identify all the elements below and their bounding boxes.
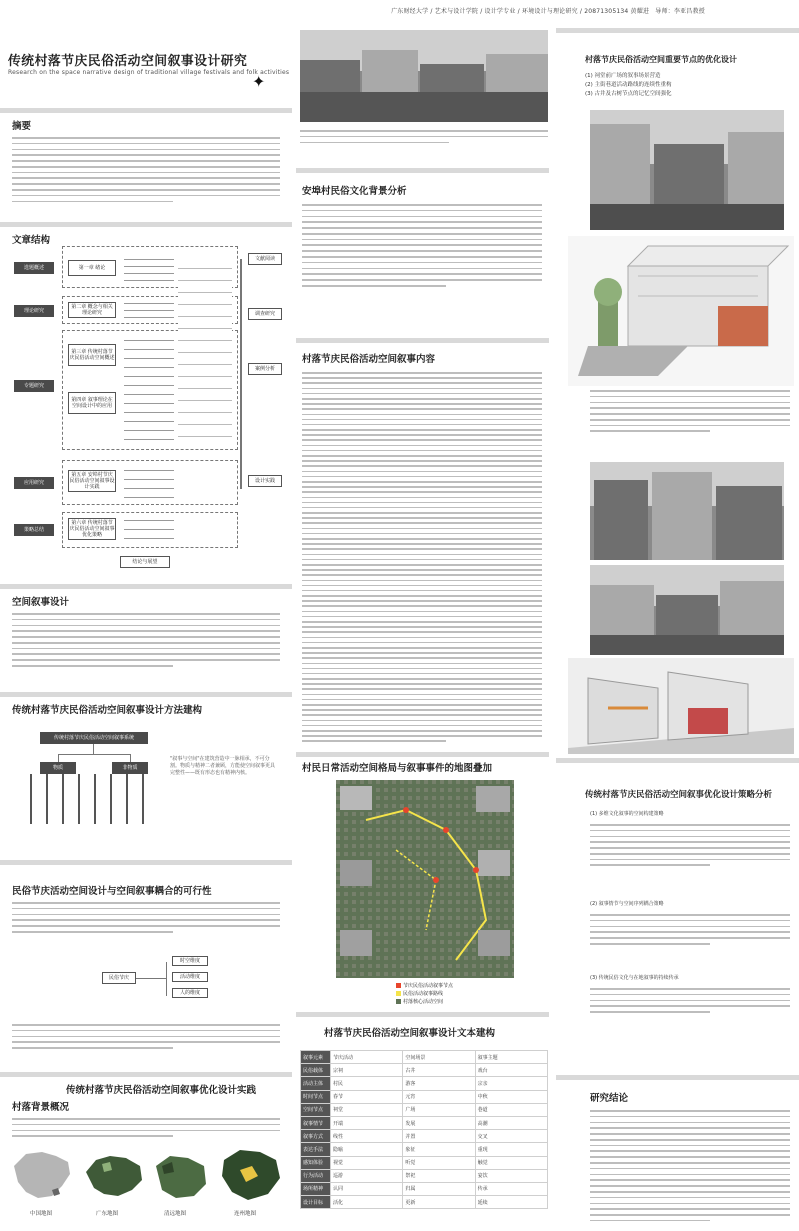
table-cell: 游客 — [403, 1077, 475, 1090]
strategy-item-3: (3) 传统民俗文化与在地叙事的持续传承 — [590, 975, 679, 981]
structure-heading: 文章结构 — [12, 235, 51, 246]
structure-chapter-5: 第五章 安埠村节庆民俗活动空间叙事设计实践 — [69, 472, 115, 490]
table-cell: 巷道 — [475, 1103, 547, 1116]
section-band — [0, 1072, 292, 1077]
qingyuan-map — [150, 1150, 212, 1204]
table-cell: 听觉 — [403, 1156, 475, 1169]
table-cell: 空间场景 — [403, 1051, 475, 1064]
table-cell: 并置 — [403, 1130, 475, 1143]
china-map — [8, 1146, 76, 1204]
structure-chapter-2: 第二章 概念与相关理论研究 — [68, 302, 116, 318]
structure-left-1: 选题概述 — [14, 262, 54, 274]
poster-title-en: Research on the space narrative design of traditional village festivals and folk activities — [8, 69, 290, 76]
legend-item-2: 民俗活动叙事路线 — [403, 991, 444, 997]
table-row — [301, 1103, 548, 1116]
method-branch-1: 物质 — [40, 762, 76, 774]
table-cell: 广场 — [403, 1103, 475, 1116]
legend-item-3: 村落核心活动空间 — [403, 999, 444, 1005]
strategy-text-1 — [590, 824, 790, 866]
section-band — [556, 758, 799, 763]
table-cell: 开端 — [331, 1116, 403, 1129]
section-band — [296, 752, 549, 757]
table-row-header: 空间节点 — [301, 1103, 331, 1116]
narrative-text-table — [300, 1050, 548, 1209]
strategy-item-2: (2) 叙事情节与空间序列耦合策略 — [590, 901, 664, 907]
table-cell: 巡游 — [331, 1169, 403, 1182]
spatial-text — [12, 613, 280, 667]
background-text — [12, 1118, 280, 1137]
table-cell: 认同 — [331, 1182, 403, 1195]
map-legend — [396, 982, 453, 1006]
culture-text — [302, 204, 542, 287]
section-band — [0, 692, 292, 697]
feasibility-text-2 — [12, 1024, 280, 1049]
street-rendering — [568, 658, 794, 754]
section-band — [0, 860, 292, 865]
section-band — [0, 222, 292, 227]
nodes-item-1: (1) 祠堂前广场的叙事场景营造 — [585, 73, 661, 79]
nodes-item-2: (2) 主街巷道活动路线的连续性重构 — [585, 82, 672, 88]
table-cell: 重现 — [475, 1143, 547, 1156]
coupling-item-1: 时空维度 — [172, 956, 208, 966]
legend-item-1: 节庆民俗活动叙事节点 — [403, 983, 454, 989]
content-heading: 村落节庆民俗活动空间叙事内容 — [302, 354, 436, 365]
table-cell: 元宵 — [403, 1090, 475, 1103]
structure-chapter-6: 第六章 传统村落节庆民俗活动空间叙事优化策略 — [69, 520, 115, 538]
sparkle-icon: ✦ — [252, 72, 266, 91]
table-cell: 宴饮 — [475, 1169, 547, 1182]
guangdong-map — [82, 1150, 146, 1204]
structure-subitems — [178, 262, 232, 442]
table-row-header: 时间节点 — [301, 1090, 331, 1103]
structure-subitems — [124, 336, 174, 444]
feasibility-heading: 民俗节庆活动空间设计与空间叙事耦合的可行性 — [12, 886, 212, 897]
node-rendering — [568, 236, 794, 386]
table-row — [301, 1090, 548, 1103]
structure-bottom: 结论与展望 — [120, 556, 170, 568]
map-label-4: 连州地图 — [234, 1211, 257, 1217]
spatial-heading: 空间叙事设计 — [12, 597, 70, 608]
section-band — [0, 584, 292, 589]
coupling-center: 民俗节庆 — [102, 972, 136, 984]
table-row-header: 活动主体 — [301, 1077, 331, 1090]
table-row — [301, 1143, 548, 1156]
structure-subitems — [124, 466, 174, 500]
table-cell: 视觉 — [331, 1156, 403, 1169]
conclusion-heading: 研究结论 — [590, 1093, 629, 1104]
table-row-header: 叙事情节 — [301, 1116, 331, 1129]
nodes-heading: 村落节庆民俗活动空间重要节点的优化设计 — [585, 55, 737, 64]
table-cell: 叙事主题 — [475, 1051, 547, 1064]
table-cell: 发展 — [403, 1116, 475, 1129]
structure-right-4: 设计实践 — [248, 475, 282, 487]
table-cell: 归属 — [403, 1182, 475, 1195]
structure-left-5: 策略总结 — [14, 524, 54, 536]
poster-title: 传统村落节庆民俗活动空间叙事设计研究 — [8, 54, 248, 69]
header-text: 广东财经大学 / 艺术与设计学院 / 设计学专业 / 环境设计与理论研究 / 20871305134 黄耀进 导师：李亚昌教授 — [391, 8, 705, 15]
strategy-text-2 — [590, 914, 790, 945]
table-cell: 线性 — [331, 1130, 403, 1143]
table-row — [301, 1169, 548, 1182]
section-band — [296, 338, 549, 343]
table-cell: 象征 — [403, 1143, 475, 1156]
table-row-header: 行为活动 — [301, 1169, 331, 1182]
strategy-text-3 — [590, 988, 790, 1013]
table-row — [301, 1077, 548, 1090]
method-quote: "叙事与空间"在建筑营造中一脉相承，不可分割。物质与精神二者兼顾，方能使空间叙事更具完整性——既有形态也有精神内核。 — [170, 756, 276, 776]
structure-left-2: 理论研究 — [14, 305, 54, 317]
street-photo-2 — [590, 462, 784, 560]
nodes-item-3: (3) 古井及古树节点的记忆空间强化 — [585, 91, 672, 97]
structure-connector — [240, 259, 242, 489]
table-row — [301, 1051, 548, 1064]
table-row — [301, 1130, 548, 1143]
table-row-header: 设计目标 — [301, 1196, 331, 1209]
map-label-3: 清远地图 — [164, 1211, 187, 1217]
abstract-text — [12, 137, 280, 202]
table-cell: 春节 — [331, 1090, 403, 1103]
node-rendering-caption — [590, 390, 790, 432]
table-cell: 隐喻 — [331, 1143, 403, 1156]
table-row-header: 民俗载体 — [301, 1064, 331, 1077]
section-band — [296, 1012, 549, 1017]
table-cell: 活化 — [331, 1196, 403, 1209]
map-label-2: 广东地图 — [96, 1211, 119, 1217]
lianzhou-map — [216, 1146, 286, 1204]
structure-subitems — [124, 256, 174, 284]
table-row-header: 叙事方式 — [301, 1130, 331, 1143]
map-heading: 村民日常活动空间格局与叙事事件的地图叠加 — [302, 763, 493, 774]
table-cell: 交叉 — [475, 1130, 547, 1143]
method-branch-2: 非物质 — [112, 762, 148, 774]
coupling-item-3: 人的维度 — [172, 988, 208, 998]
structure-subitems — [124, 516, 174, 544]
table-row — [301, 1196, 548, 1209]
table-cell: 更新 — [403, 1196, 475, 1209]
structure-left-3: 专题研究 — [14, 380, 54, 392]
content-text — [302, 372, 542, 742]
background-heading: 村落背景概况 — [12, 1102, 70, 1113]
section-band — [556, 28, 799, 33]
table-cell: 传承 — [475, 1182, 547, 1195]
street-photo-3 — [590, 565, 784, 655]
table-row — [301, 1064, 548, 1077]
method-leaves — [20, 774, 156, 824]
structure-subitems — [124, 300, 174, 320]
village-overlay-map — [336, 780, 514, 978]
structure-left-4: 应用研究 — [14, 477, 54, 489]
table-cell: 延续 — [475, 1196, 547, 1209]
structure-right-1: 文献阅读 — [248, 253, 282, 265]
abstract-heading: 摘要 — [12, 121, 32, 132]
table-row — [301, 1182, 548, 1195]
practice-heading: 传统村落节庆民俗活动空间叙事优化设计实践 — [66, 1085, 257, 1096]
table-row-header: 叙事元素 — [301, 1051, 331, 1064]
coupling-item-2: 活动维度 — [172, 972, 208, 982]
method-heading: 传统村落节庆民俗活动空间叙事设计方法建构 — [12, 705, 203, 716]
strategy-heading: 传统村落节庆民俗活动空间叙事优化设计策略分析 — [585, 790, 773, 800]
table-row-header: 表达手法 — [301, 1143, 331, 1156]
map-label-1: 中国地图 — [30, 1211, 53, 1217]
structure-right-2: 调查研究 — [248, 308, 282, 320]
section-band — [0, 108, 292, 113]
structure-chapter-1: 第一章 绪论 — [68, 260, 116, 276]
table-cell: 宗祠 — [331, 1064, 403, 1077]
section-band — [296, 168, 549, 173]
text-table-heading: 村落节庆民俗活动空间叙事设计文本建构 — [324, 1028, 496, 1039]
table-cell: 中秋 — [475, 1090, 547, 1103]
section-band — [556, 1075, 799, 1080]
feasibility-text — [12, 902, 280, 933]
method-top: 传统村落节庆民俗活动空间叙事系统 — [40, 732, 148, 744]
nodes-list — [585, 72, 672, 99]
structure-right-3: 案例分析 — [248, 363, 282, 375]
culture-heading: 安埠村民俗文化背景分析 — [302, 186, 407, 197]
street-photo-1 — [590, 110, 784, 230]
table-cell: 宗亲 — [475, 1077, 547, 1090]
legend-area-icon — [396, 999, 401, 1004]
table-cell: 村民 — [331, 1077, 403, 1090]
strategy-item-1: (1) 多维文化叙事的空间构建策略 — [590, 811, 664, 817]
legend-node-icon — [396, 983, 401, 988]
table-cell: 节庆活动 — [331, 1051, 403, 1064]
table-cell: 古井 — [403, 1064, 475, 1077]
legend-route-icon — [396, 991, 401, 996]
table-row — [301, 1156, 548, 1169]
structure-chapter-4: 第四章 叙事理论在空间设计中的应用 — [68, 392, 116, 414]
table-row — [301, 1116, 548, 1129]
collage-caption — [300, 130, 548, 143]
table-cell: 祭祀 — [403, 1169, 475, 1182]
table-row-header: 场所精神 — [301, 1182, 331, 1195]
structure-chapter-3: 第三章 传统村落节庆民俗活动空间概述 — [68, 344, 116, 366]
table-cell: 祠堂 — [331, 1103, 403, 1116]
table-row-header: 感知体验 — [301, 1156, 331, 1169]
village-photo-collage — [300, 30, 548, 122]
conclusion-text — [590, 1110, 790, 1221]
table-cell: 戏台 — [475, 1064, 547, 1077]
table-cell: 触觉 — [475, 1156, 547, 1169]
table-cell: 高潮 — [475, 1116, 547, 1129]
